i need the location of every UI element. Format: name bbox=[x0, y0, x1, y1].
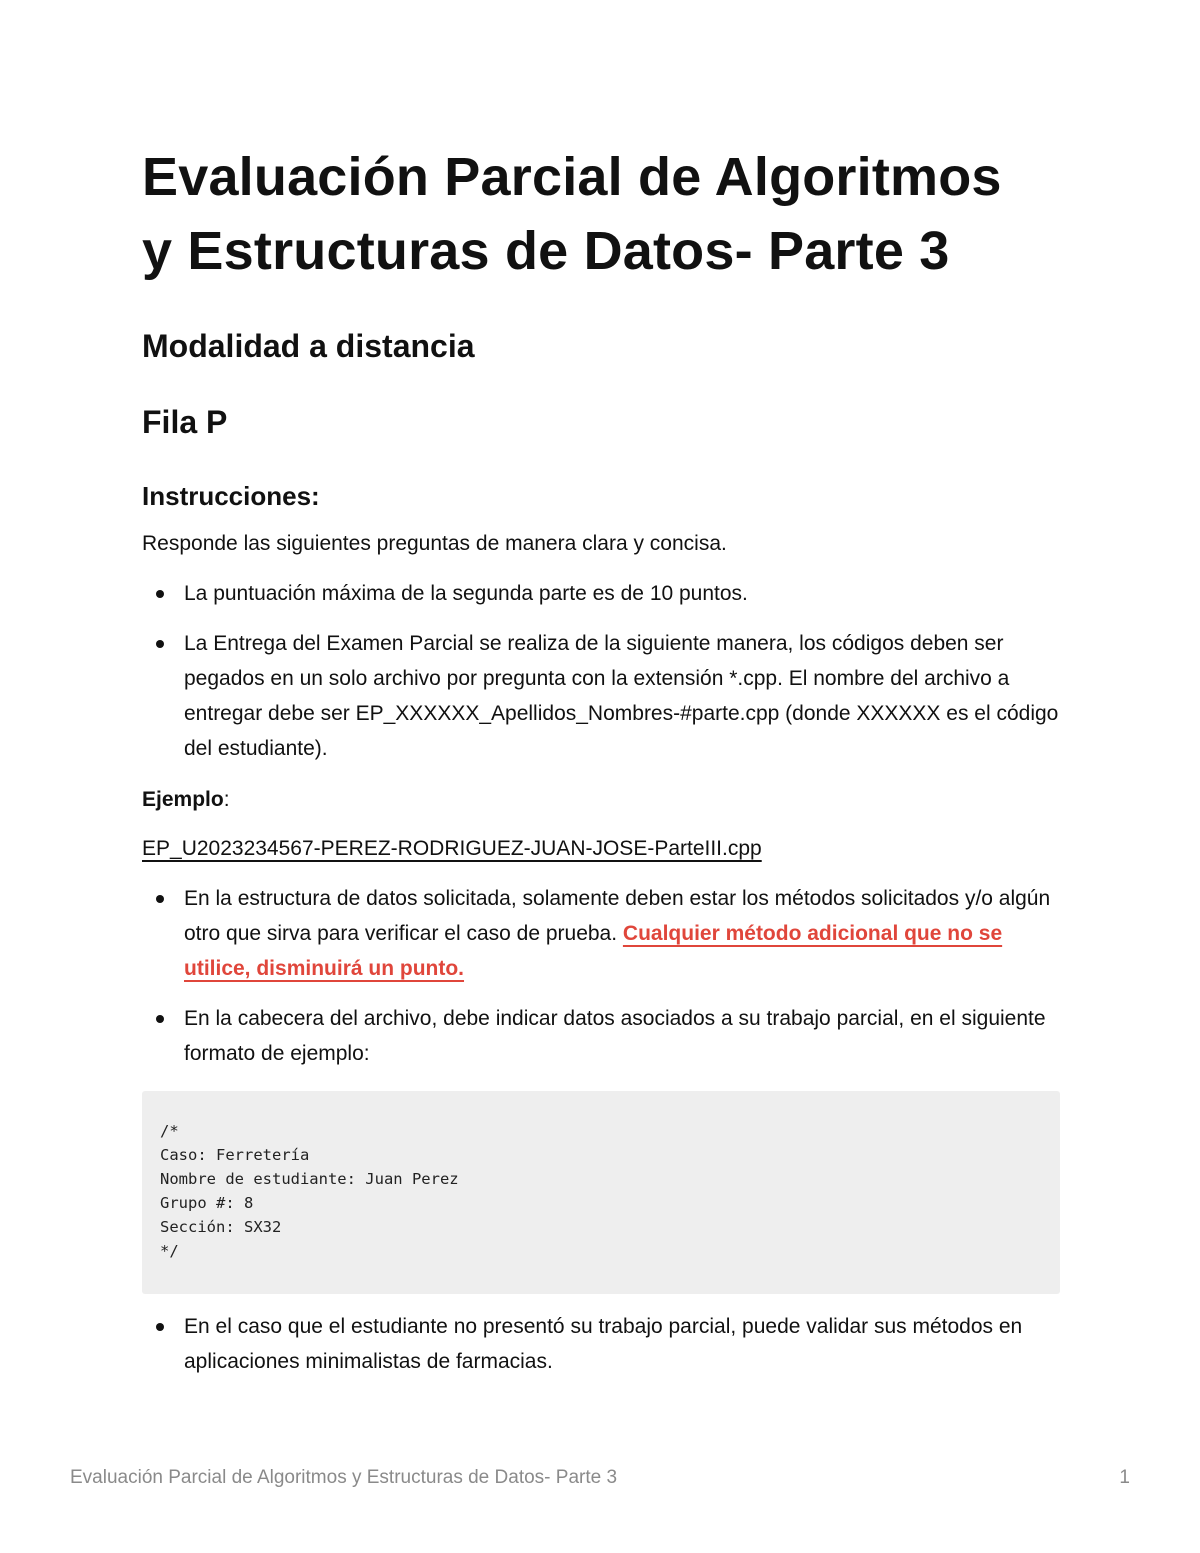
final-list bbox=[142, 1309, 1062, 1379]
bullet-icon bbox=[156, 590, 164, 598]
list-item-text: En el caso que el estudiante no presentó su trabajo parcial, puede validar sus métodos en aplicaciones minimalistas de farmacias. bbox=[184, 1315, 1023, 1373]
code-sample: /* Caso: Ferretería Nombre de estudiante: Juan Perez Grupo #: 8 Sección: SX32 */ bbox=[160, 1122, 459, 1260]
list-item-text: La Entrega del Examen Parcial se realiza de la siguiente manera, los códigos deben ser pegados en un solo archivo por pregunta con la extensión *.cpp. El nombre del archivo a entregar debe ser EP_XXXXXX_Apellidos_Nombres-#parte.cpp (donde XXXXXX es el código del estudiante). bbox=[184, 632, 1059, 760]
list-item bbox=[142, 1309, 1062, 1379]
bullet-icon bbox=[156, 1323, 164, 1331]
bullet-icon bbox=[156, 1015, 164, 1023]
list-item-text: La puntuación máxima de la segunda parte es de 10 puntos. bbox=[184, 582, 748, 605]
example-label bbox=[142, 782, 1062, 817]
list-item bbox=[142, 881, 1062, 986]
instructions-list bbox=[142, 576, 1062, 766]
code-block bbox=[142, 1091, 1060, 1294]
footer-title: Evaluación Parcial de Algoritmos y Estructuras de Datos- Parte 3 bbox=[70, 1467, 618, 1488]
penalty-warning: Cualquier método adicional que no se utilice, disminuirá un punto. bbox=[184, 922, 1003, 980]
example-colon: : bbox=[223, 788, 230, 811]
bullet-icon bbox=[156, 895, 164, 903]
bullet-icon bbox=[156, 640, 164, 648]
title-line-1: Evaluación Parcial de Algoritmos bbox=[142, 147, 1002, 207]
row-heading: Fila P bbox=[142, 404, 228, 440]
instructions-heading: Instrucciones: bbox=[142, 481, 320, 511]
rules-list bbox=[142, 881, 1062, 1071]
list-item bbox=[142, 1001, 1062, 1071]
modality-heading: Modalidad a distancia bbox=[142, 328, 475, 364]
intro-paragraph: Responde las siguientes preguntas de manera clara y concisa. bbox=[142, 532, 727, 555]
list-item-text: En la cabecera del archivo, debe indicar datos asociados a su trabajo parcial, en el siguiente formato de ejemplo: bbox=[184, 1007, 1046, 1065]
document-page bbox=[142, 140, 1062, 1379]
example-label-bold: Ejemplo bbox=[142, 788, 224, 811]
list-item bbox=[142, 576, 1062, 611]
list-item-text: En la estructura de datos solicitada, solamente deben estar los métodos solicitados y/o algún otro que sirva para verificar el caso de prueba. bbox=[184, 887, 1051, 945]
page-number: 1 bbox=[1119, 1467, 1130, 1488]
list-item bbox=[142, 626, 1062, 766]
example-filename: EP_U2023234567-PEREZ-RODRIGUEZ-JUAN-JOSE-ParteIII.cpp bbox=[142, 837, 762, 860]
document-title bbox=[142, 140, 1062, 288]
title-line-2: y Estructuras de Datos- Parte 3 bbox=[142, 221, 950, 281]
